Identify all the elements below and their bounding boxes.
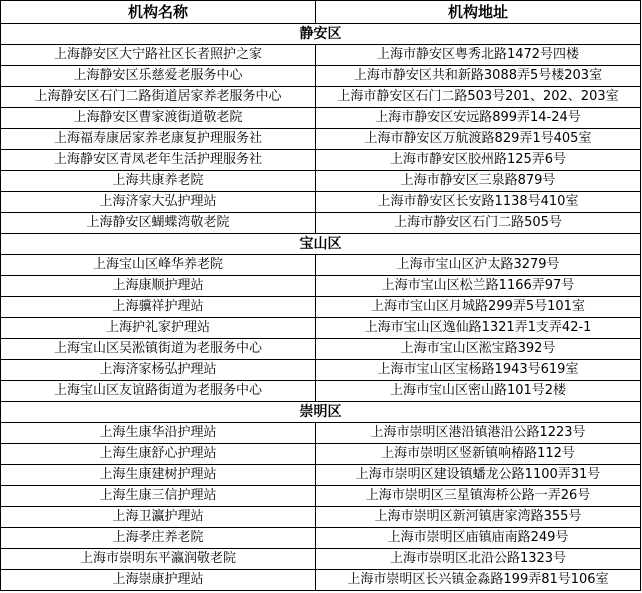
institution-name-cell: 上海生康舒心护理站 bbox=[1, 444, 316, 465]
table-body bbox=[1, 24, 641, 591]
table-row bbox=[1, 108, 641, 129]
institution-address-cell: 上海市静安区三泉路879号 bbox=[316, 171, 641, 192]
institution-name-cell: 上海静安区蝴蝶湾敬老院 bbox=[1, 213, 316, 234]
table-row bbox=[1, 150, 641, 171]
institution-name-cell: 上海生康华沿护理站 bbox=[1, 423, 316, 444]
institution-name-cell: 上海静安区曹家渡街道敬老院 bbox=[1, 108, 316, 129]
institution-address-cell: 上海市崇明区竖新镇响椿路112号 bbox=[316, 444, 641, 465]
table-row bbox=[1, 171, 641, 192]
table-row bbox=[1, 318, 641, 339]
institution-address-cell: 上海市宝山区宝杨路1943号619室 bbox=[316, 360, 641, 381]
institution-address-cell: 上海市崇明区三星镇海桥公路一弄26号 bbox=[316, 486, 641, 507]
table-row bbox=[1, 87, 641, 108]
institution-address-cell: 上海市崇明区建设镇蟠龙公路1100弄31号 bbox=[316, 465, 641, 486]
institution-address-cell: 上海市崇明区新河镇唐家湾路355号 bbox=[316, 507, 641, 528]
institution-name-cell: 上海崇康护理站 bbox=[1, 570, 316, 591]
table-row bbox=[1, 570, 641, 591]
institution-address-cell: 上海市静安区石门二路505号 bbox=[316, 213, 641, 234]
institution-address-cell: 上海市崇明区庙镇庙南路249号 bbox=[316, 528, 641, 549]
institution-name-cell: 上海宝山区峰华养老院 bbox=[1, 255, 316, 276]
table-row bbox=[1, 213, 641, 234]
institution-name-cell: 上海济家大弘护理站 bbox=[1, 192, 316, 213]
institution-address-cell: 上海市宝山区密山路101号2楼 bbox=[316, 381, 641, 402]
institution-address-cell: 上海市崇明区长兴镇金淼路199弄81号106室 bbox=[316, 570, 641, 591]
table-row bbox=[1, 66, 641, 87]
institution-address-cell: 上海市静安区石门二路503号201、202、203室 bbox=[316, 87, 641, 108]
table-row bbox=[1, 255, 641, 276]
table-row bbox=[1, 507, 641, 528]
institution-name-cell: 上海骥祥护理站 bbox=[1, 297, 316, 318]
institution-address-cell: 上海市静安区粤秀北路1472号四楼 bbox=[316, 45, 641, 66]
table-row bbox=[1, 339, 641, 360]
institution-name-cell: 上海孝庄养老院 bbox=[1, 528, 316, 549]
institution-name-cell: 上海康顺护理站 bbox=[1, 276, 316, 297]
institution-name-cell: 上海卫瀛护理站 bbox=[1, 507, 316, 528]
district-label: 静安区 bbox=[1, 24, 641, 45]
district-row bbox=[1, 234, 641, 255]
institution-address-cell: 上海市静安区共和新路3088弄5号楼203室 bbox=[316, 66, 641, 87]
institution-name-cell: 上海护礼家护理站 bbox=[1, 318, 316, 339]
header-address: 机构地址 bbox=[316, 1, 641, 24]
institution-address-cell: 上海市静安区长安路1138号410室 bbox=[316, 192, 641, 213]
institution-address-cell: 上海市宝山区淞宝路392号 bbox=[316, 339, 641, 360]
institution-name-cell: 上海宝山区吴淞镇街道为老服务中心 bbox=[1, 339, 316, 360]
table-row bbox=[1, 45, 641, 66]
institution-address-cell: 上海市静安区安远路899弄14-24号 bbox=[316, 108, 641, 129]
institution-name-cell: 上海济家杨弘护理站 bbox=[1, 360, 316, 381]
table-row bbox=[1, 528, 641, 549]
district-label: 崇明区 bbox=[1, 402, 641, 423]
table-row bbox=[1, 381, 641, 402]
institution-name-cell: 上海静安区青凤老年生活护理服务社 bbox=[1, 150, 316, 171]
institution-address-cell: 上海市宝山区逸仙路1321弄1支弄42-1 bbox=[316, 318, 641, 339]
institution-address-cell: 上海市崇明区港沿镇港沿公路1223号 bbox=[316, 423, 641, 444]
institution-name-cell: 上海静安区大宁路社区长者照护之家 bbox=[1, 45, 316, 66]
header-row bbox=[1, 1, 641, 24]
institution-address-cell: 上海市宝山区沪太路3279号 bbox=[316, 255, 641, 276]
institution-address-cell: 上海市宝山区松兰路1166弄97号 bbox=[316, 276, 641, 297]
institution-name-cell: 上海静安区石门二路街道居家养老服务中心 bbox=[1, 87, 316, 108]
institution-name-cell: 上海生康建树护理站 bbox=[1, 465, 316, 486]
institution-name-cell: 上海生康三信护理站 bbox=[1, 486, 316, 507]
table-row bbox=[1, 423, 641, 444]
institution-name-cell: 上海宝山区友谊路街道为老服务中心 bbox=[1, 381, 316, 402]
institution-name-cell: 上海福寿康居家养老康复护理服务社 bbox=[1, 129, 316, 150]
institution-name-cell: 上海市崇明东平瀛润敬老院 bbox=[1, 549, 316, 570]
institution-address-cell: 上海市静安区胶州路125弄6号 bbox=[316, 150, 641, 171]
table-row bbox=[1, 129, 641, 150]
table-row bbox=[1, 549, 641, 570]
district-row bbox=[1, 402, 641, 423]
institution-name-cell: 上海共康养老院 bbox=[1, 171, 316, 192]
table-row bbox=[1, 276, 641, 297]
header-name: 机构名称 bbox=[1, 1, 316, 24]
table-row bbox=[1, 360, 641, 381]
table-row bbox=[1, 486, 641, 507]
institution-address-cell: 上海市崇明区北沿公路1323号 bbox=[316, 549, 641, 570]
table-row bbox=[1, 465, 641, 486]
institution-address-cell: 上海市宝山区月城路299弄5号101室 bbox=[316, 297, 641, 318]
table-row bbox=[1, 444, 641, 465]
institution-address-cell: 上海市静安区万航渡路829弄1号405室 bbox=[316, 129, 641, 150]
institution-name-cell: 上海静安区乐慈爱老服务中心 bbox=[1, 66, 316, 87]
table-row bbox=[1, 192, 641, 213]
table-row bbox=[1, 297, 641, 318]
district-row bbox=[1, 24, 641, 45]
district-label: 宝山区 bbox=[1, 234, 641, 255]
